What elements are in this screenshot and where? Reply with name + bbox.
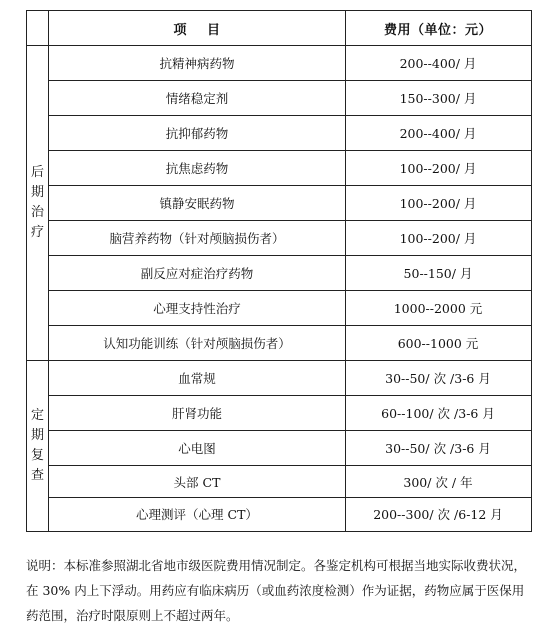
row-cost: 50--150/ 月 bbox=[403, 266, 473, 281]
row-item: 情绪稳定剂 bbox=[165, 91, 229, 106]
category-char: 治 bbox=[30, 205, 44, 220]
row-item: 心理测评（心理 CT） bbox=[136, 507, 258, 522]
row-item: 抗抑郁药物 bbox=[165, 126, 229, 141]
row-cost: 300/ 次 / 年 bbox=[403, 474, 473, 490]
row-item: 镇静安眠药物 bbox=[159, 196, 235, 211]
row-cost: 600--1000 元 bbox=[397, 336, 479, 351]
category-label-checkup bbox=[27, 361, 48, 530]
category-char: 疗 bbox=[30, 225, 44, 240]
row-cost: 30--50/ 次 /3-6 月 bbox=[385, 371, 491, 386]
row-cost: 100--200/ 月 bbox=[399, 231, 477, 246]
row-cost: 1000--2000 元 bbox=[393, 301, 483, 316]
row-item: 血常规 bbox=[178, 371, 216, 386]
row-item: 头部 CT bbox=[173, 474, 221, 490]
row-item: 副反应对症治疗药物 bbox=[140, 266, 254, 281]
category-char: 复 bbox=[30, 447, 44, 463]
category-char: 后 bbox=[30, 165, 44, 180]
row-cost: 100--200/ 月 bbox=[399, 161, 477, 176]
row-item: 脑营养药物（针对颅脑损伤者） bbox=[109, 231, 285, 246]
row-cost: 150--300/ 月 bbox=[399, 91, 477, 106]
row-item: 肝肾功能 bbox=[171, 406, 222, 421]
header-cost: 费用（单位：元） bbox=[383, 22, 492, 38]
row-item: 心电图 bbox=[178, 441, 216, 456]
row-cost: 100--200/ 月 bbox=[399, 196, 477, 211]
footnote: 说明：本标准参照湖北省地市级医院费用情况制定。各鉴定机构可根据当地实际收费状况，在 30% 内上下浮动。用药应有临床病历（或血药浓度检测）作为证据，药物应属于医保用药范围，治疗时限原则上不超过两年。 bbox=[26, 558, 527, 623]
row-item: 抗焦虑药物 bbox=[165, 161, 229, 176]
category-char: 期 bbox=[30, 427, 44, 443]
row-cost: 200--400/ 月 bbox=[399, 126, 477, 141]
row-item: 心理支持性治疗 bbox=[153, 301, 241, 316]
category-char: 查 bbox=[30, 467, 44, 483]
row-cost: 60--100/ 次 /3-6 月 bbox=[381, 406, 495, 421]
category-char: 定 bbox=[30, 407, 44, 423]
header-item: 项 目 bbox=[173, 22, 221, 38]
category-char: 期 bbox=[30, 185, 44, 200]
cost-table bbox=[26, 10, 532, 532]
row-cost: 200--300/ 次 /6-12 月 bbox=[373, 507, 503, 522]
row-item: 认知功能训练（针对颅脑损伤者） bbox=[103, 336, 291, 351]
row-item: 抗精神病药物 bbox=[159, 56, 235, 71]
row-cost: 30--50/ 次 /3-6 月 bbox=[385, 441, 491, 456]
category-label-treatment bbox=[27, 46, 48, 360]
row-cost: 200--400/ 月 bbox=[399, 56, 477, 71]
